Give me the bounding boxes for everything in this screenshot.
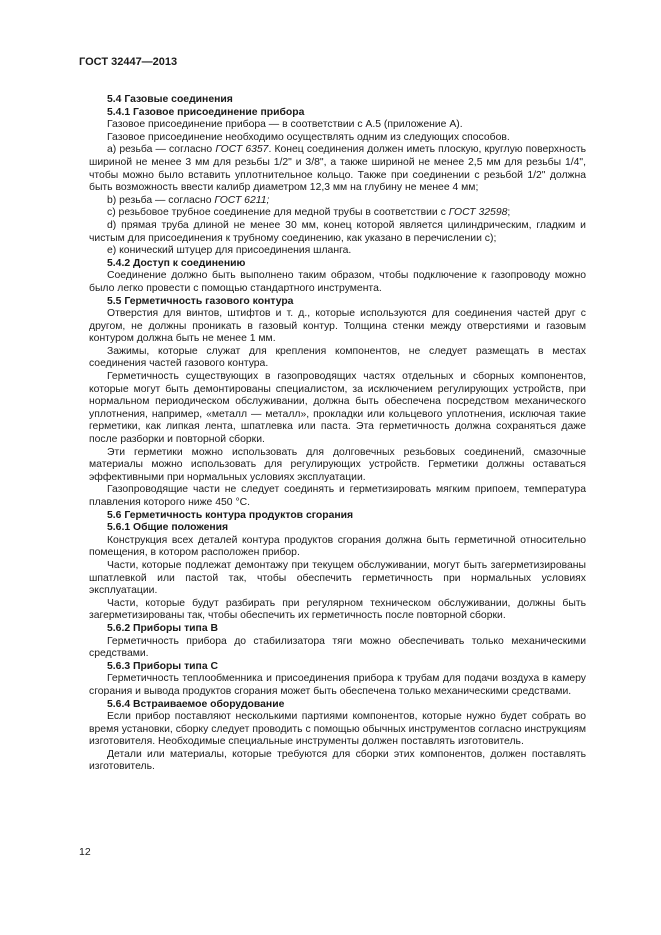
page-number: 12 [79, 846, 91, 858]
paragraph: Соединение должно быть выполнено таким образом, чтобы подключение к газопроводу можно было легко провести с помощью стандартного инструмента. [89, 270, 586, 294]
list-item-d: d) прямая труба длиной не менее 30 мм, конец которой является цилиндрическим, гладким и чистым для присоединения к трубному соединению, как указано в перечислении с); [89, 219, 586, 244]
paragraph: Герметичность существующих в газопроводящих частях отдельных и сборных компонентов, которые могут быть демонтированы специалистом, за исключением регулирующих устройств, при нормальном периодическом обслуживании, должна быть обеспечена посредством механического уплотнения, например, «металл — металл», прокладки или кольцевого уплотнения, исключая такие герметики, как липкая лента, шпатлевка или паста. Эта герметичность должна сохраняться даже после разборки и повторной сборки. [89, 371, 586, 446]
paragraph: Газовое присоединение необходимо осуществлять одним из следующих способов. [107, 131, 510, 143]
subsection-heading-5-6-1: 5.6.1 Общие положения [107, 522, 229, 534]
paragraph: Части, которые будут разбирать при регулярном техническом обслуживании, должны быть загерметизированы так, чтобы обеспечить их герметичность после повторной сборки. [89, 597, 586, 622]
paragraph: Газопроводящие части не следует соединять и герметизировать мягким припоем, температура плавления которого ниже 450 °С. [89, 484, 586, 508]
subsection-heading-5-6-2: 5.6.2 Приборы типа В [107, 622, 218, 634]
list-item-b: b) резьба — согласно ГОСТ 6211; [107, 194, 270, 206]
list-item-e: е) конический штуцер для присоединения шланга. [107, 245, 352, 257]
paragraph: Эти герметики можно использовать для долговечных резьбовых соединений, смазочные материалы можно использовать для регулирующих устройств. Герметики должны оставаться эффективными при нормальных условиях эксплуатации. [89, 446, 586, 483]
standard-reference: ГОСТ 6357 [215, 144, 269, 156]
paragraph: Герметичность теплообменника и присоединения прибора к трубам для подачи воздуха в камеру сгорания и вывода продуктов сгорания может быть обеспечена только механическими средствами. [89, 673, 586, 697]
paragraph: Отверстия для винтов, штифтов и т. д., которые используются для соединения частей друг с другом, не должны проникать в газовый контур. Толщина стенки между отверстиями и газовым контуром должна быть не менее 1 мм. [89, 308, 586, 345]
standard-reference: ГОСТ 6211; [214, 194, 270, 206]
list-item-a: а) резьба — согласно ГОСТ 6357. Конец соединения должен иметь плоскую, круглую поверхность шириной не менее 3 мм для резьбы 1/2" и 3/8", а также шириной не менее 2,5 мм для резьбы 1/4", чтобы можно было вставить уплотнительное кольцо. Также при соединении с резьбой 1/2" должна быть возможность ввести калибр диаметром 12,3 мм на глубину не менее 4 мм; [89, 144, 587, 194]
section-heading-5-5: 5.5 Герметичность газового контура [107, 295, 294, 307]
subsection-heading-5-4-2: 5.4.2 Доступ к соединению [107, 257, 246, 269]
section-heading-5-4: 5.4 Газовые соединения [107, 94, 233, 105]
document-body [89, 94, 586, 774]
paragraph: Детали или материалы, которые требуются для сборки этих компонентов, должен поставлять изготовитель. [89, 748, 586, 773]
subsection-heading-5-6-4: 5.6.4 Встраиваемое оборудование [107, 698, 285, 710]
subsection-heading-5-6-3: 5.6.3 Приборы типа С [107, 660, 218, 672]
standard-reference: ГОСТ 32598 [448, 207, 508, 219]
paragraph: Герметичность прибора до стабилизатора тяги можно обеспечивать только механическими средствами. [89, 635, 586, 660]
paragraph: Конструкция всех деталей контура продуктов сгорания должна быть герметичной относительно помещения, в котором расположен прибор. [89, 534, 586, 559]
paragraph: Газовое присоединение прибора — в соответствии с А.5 (приложение А). [107, 119, 463, 131]
document-header: ГОСТ 32447—2013 [79, 56, 178, 68]
section-heading-5-6: 5.6 Герметичность контура продуктов сгорания [107, 509, 354, 521]
paragraph: Части, которые подлежат демонтажу при текущем обслуживании, могут быть загерметизированы шпатлевкой или пастой так, чтобы обеспечить герметичность при нормальных условиях эксплуатации. [89, 559, 586, 597]
paragraph: Если прибор поставляют несколькими партиями компонентов, которые нужно будет собрать во время установки, сборку следует проводить с помощью обычных инструментов согласно инструкциям изготовителя. Необходимые специальные инструменты должен поставлять изготовитель. [89, 711, 586, 748]
subsection-heading-5-4-1: 5.4.1 Газовое присоединение прибора [107, 106, 305, 118]
list-item-c: с) резьбовое трубное соединение для медной трубы в соответствии с ГОСТ 32598; [107, 207, 511, 219]
paragraph: Зажимы, которые служат для крепления компонентов, не следует размещать в местах соединения частей газового контура. [89, 345, 586, 370]
